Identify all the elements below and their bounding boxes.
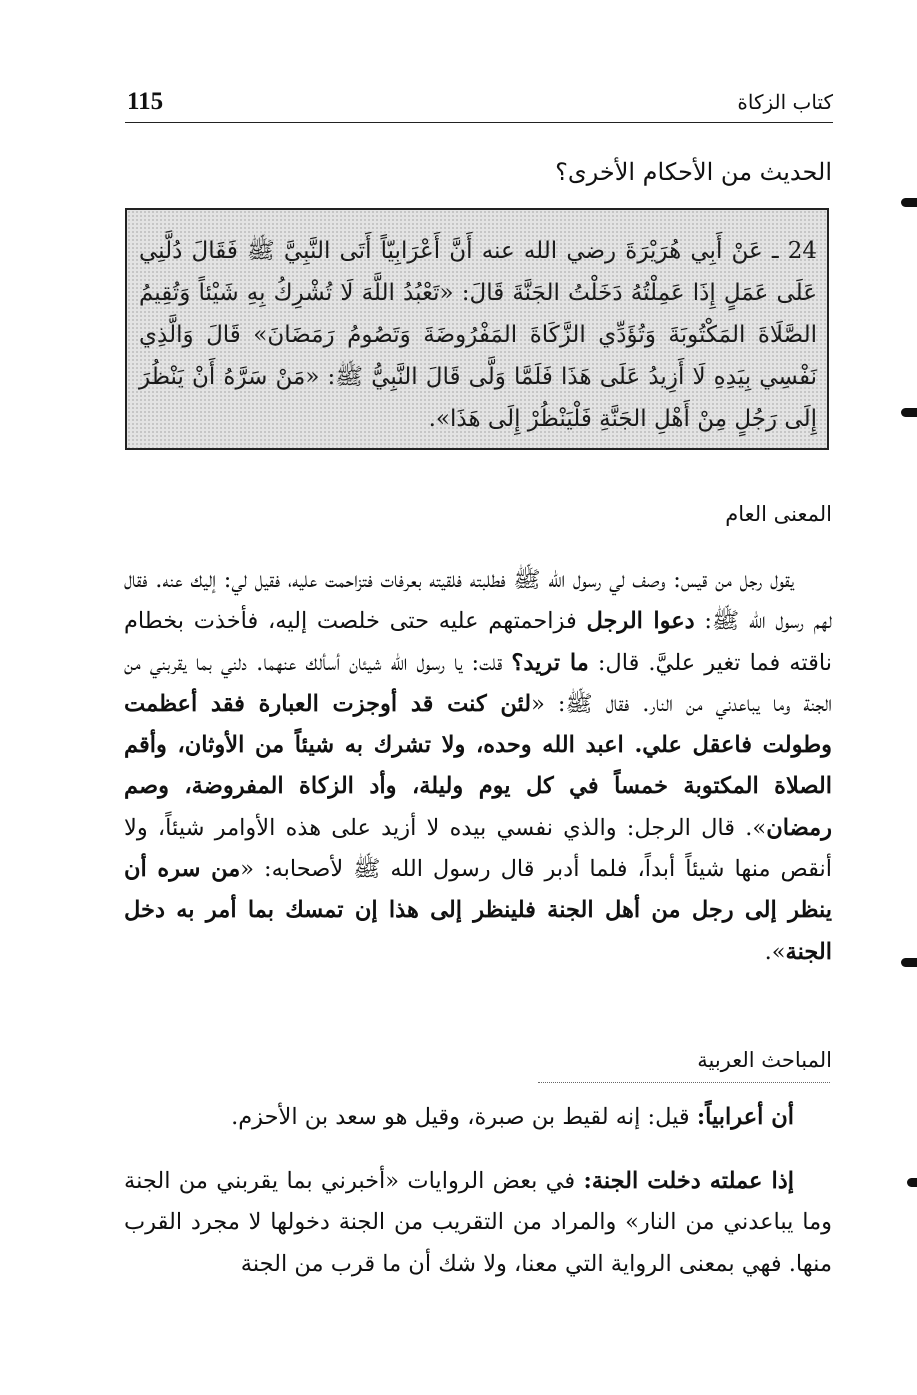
bold-segment: ما تريد؟: [511, 649, 589, 676]
scan-edge-mark: [901, 958, 917, 967]
topic-term: إذا عملته دخلت الجنة:: [583, 1168, 794, 1194]
arabic-topic-entry: [124, 1161, 832, 1285]
scan-edge-mark: [907, 1178, 917, 1187]
general-meaning-heading: المعنى العام: [725, 502, 832, 526]
hadith-box: [125, 208, 829, 450]
bold-segment: لئن كنت قد أوجزت العبارة فقد أعظمت وطولت فاعقل علي. اعبد الله وحده، ولا تشرك به شيئاً من الأوثان، وأقم الصلاة المكتوبة خمساً في كل يوم وليلة، وأد الزكاة المفروضة، وصم رمضان: [124, 690, 832, 841]
arabic-topic-entry: [124, 1104, 832, 1130]
heading-dotted-rule: [538, 1082, 830, 1083]
bold-segment: من سره أن ينظر إلى رجل من أهل الجنة فلينظر إلى هذا إن تمسك بما أمر به دخل الجنة: [124, 856, 832, 965]
topic-text: قيل: إنه لقيط بن صبرة، وقيل هو سعد بن الأحزم.: [231, 1104, 697, 1130]
text-segment: فزاحمتهم عليه حتى خلصت إليه، فأخذت بخطام ناقته فما تغير عليَّ. قال:: [124, 608, 833, 676]
hadith-text: 24 ـ عَنْ أَبِي هُرَيْرَةَ رضي الله عنه أَنَّ أَعْرَابِيّاً أَتَى النَّبِيَّ ﷺ فَقَالَ دُلَّنِي عَلَى عَمَلٍ إِذَا عَمِلْتُهُ دَخَلْتُ الجَنَّةَ قَالَ: «تَعْبُدُ اللَّهَ لَا تُشْرِكُ بِهِ شَيْئاً وَتُقِيمُ الصَّلَاةَ المَكْتُوبَةَ وَتُؤَدِّي الزَّكَاةَ المَفْرُوضَةَ وَتَصُومُ رَمَضَانَ» قَالَ وَالَّذِي نَفْسِي بِيَدِهِ لَا أَزِيدُ عَلَى هَذَا فَلَمَّا وَلَّى قَالَ النَّبِيُّ ﷺ: «مَنْ سَرَّهُ أَنْ يَنْظُرَ إِلَى رَجُلٍ مِنْ أَهْلِ الجَنَّةِ فَلْيَنْظُرْ إِلَى هَذَا».: [139, 238, 817, 432]
topic-term: أن أعرابياً:: [696, 1104, 794, 1130]
scan-edge-mark: [901, 408, 917, 417]
text-segment: قلت: يا رسول الله شيئان أسألك عنهما. دلني بما يقربني من الجنة وما يباعدني من النار. فقال ﷺ: «: [124, 649, 833, 717]
question-line: الحديث من الأحكام الأخرى؟: [555, 158, 832, 186]
text-segment: ».: [764, 938, 786, 965]
page-number: 115: [127, 88, 164, 115]
topic-text: في بعض الروايات «أخبرني بما يقربني من الجنة وما يباعدني من النار» والمراد من التقريب من الجنة دخولها لا مجرد القرب منها. فهي بمعنى الرواية التي معنا، ولا شك أن ما قرب من الجنة: [124, 1168, 832, 1277]
bold-segment: دعوا الرجل: [586, 608, 695, 635]
scan-edge-mark: [901, 198, 917, 207]
arabic-topics-heading: المباحث العربية: [697, 1048, 832, 1072]
text-segment: يقول رجل من قيس: وصف لي رسول الله ﷺ فطلبته فلقيته بعرفات فتزاحمت عليه، فقيل لي: إليك عنه. فقال لهم رسول الله ﷺ:: [124, 567, 832, 635]
page-header: [125, 86, 833, 123]
general-meaning-text: [124, 560, 832, 973]
running-head: كتاب الزكاة: [737, 90, 833, 114]
text-segment: ». قال الرجل: والذي نفسي بيده لا أزيد على هذه الأوامر شيئاً، ولا أنقص منها شيئاً أبداً، فلما أدبر قال رسول الله ﷺ لأصحابه: «: [124, 814, 832, 883]
